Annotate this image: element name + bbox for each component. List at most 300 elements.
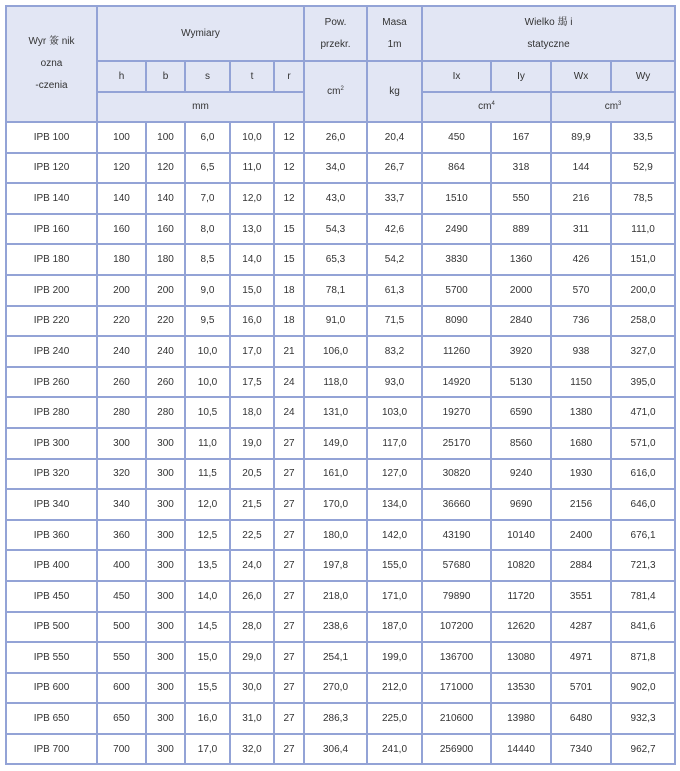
cell-t: 22,5 [230, 520, 274, 551]
cell-wx: 570 [551, 275, 611, 306]
cell-ix: 11260 [422, 336, 491, 367]
cell-s: 10,0 [185, 367, 230, 398]
cell-r: 24 [274, 397, 304, 428]
cell-ix: 1510 [422, 183, 491, 214]
header-col-ix: Ix [422, 61, 491, 92]
cell-h: 180 [97, 244, 146, 275]
cell-b: 300 [146, 428, 185, 459]
table-header [6, 6, 675, 122]
unit-inertia-base: cm [478, 101, 492, 112]
cell-r: 27 [274, 489, 304, 520]
cell-ix: 30820 [422, 459, 491, 490]
cell-designation: IPB 360 [6, 520, 97, 551]
designation-line-1: Wyr 簽 nik [28, 36, 75, 47]
cell-b: 300 [146, 642, 185, 673]
cell-designation: IPB 200 [6, 275, 97, 306]
cell-iy: 13530 [491, 673, 551, 704]
cell-b: 160 [146, 214, 185, 245]
cell-iy: 9240 [491, 459, 551, 490]
cell-s: 10,5 [185, 397, 230, 428]
designation-line-3: -czenia [35, 80, 68, 91]
cell-h: 650 [97, 703, 146, 734]
cell-r: 15 [274, 244, 304, 275]
cell-b: 300 [146, 612, 185, 643]
cell-b: 120 [146, 153, 185, 184]
table-row [6, 734, 675, 765]
cell-designation: IPB 600 [6, 673, 97, 704]
cell-designation: IPB 120 [6, 153, 97, 184]
cell-wy: 151,0 [611, 244, 675, 275]
mass-line-1: Masa [382, 16, 407, 28]
cell-designation: IPB 240 [6, 336, 97, 367]
unit-modulus-exp: 3 [618, 101, 622, 107]
cell-b: 220 [146, 306, 185, 337]
cell-iy: 1360 [491, 244, 551, 275]
cell-t: 21,5 [230, 489, 274, 520]
cell-ix: 3830 [422, 244, 491, 275]
cell-b: 140 [146, 183, 185, 214]
cell-designation: IPB 300 [6, 428, 97, 459]
header-unit-dimensions: mm [97, 92, 304, 122]
designation-line-2: ozna [40, 58, 63, 69]
cell-area: 34,0 [304, 153, 367, 184]
cell-b: 300 [146, 703, 185, 734]
table-row [6, 489, 675, 520]
table-row [6, 397, 675, 428]
cell-r: 27 [274, 581, 304, 612]
unit-modulus-base: cm [604, 101, 619, 112]
cell-b: 200 [146, 275, 185, 306]
cell-s: 12,0 [185, 489, 230, 520]
cell-s: 10,0 [185, 336, 230, 367]
cell-h: 280 [97, 397, 146, 428]
cell-r: 12 [274, 183, 304, 214]
cell-h: 450 [97, 581, 146, 612]
cell-designation: IPB 400 [6, 550, 97, 581]
cell-ix: 171000 [422, 673, 491, 704]
cell-r: 12 [274, 153, 304, 184]
cell-h: 320 [97, 459, 146, 490]
cell-t: 18,0 [230, 397, 274, 428]
cell-area: 106,0 [304, 336, 367, 367]
cell-iy: 2840 [491, 306, 551, 337]
cell-iy: 13980 [491, 703, 551, 734]
cell-iy: 318 [491, 153, 551, 184]
cell-designation: IPB 140 [6, 183, 97, 214]
cell-ix: 5700 [422, 275, 491, 306]
cell-designation: IPB 700 [6, 734, 97, 765]
cell-mass: 127,0 [367, 459, 422, 490]
static-line-1: Wielko 朅 i [524, 16, 573, 28]
cell-h: 340 [97, 489, 146, 520]
header-col-iy: Iy [491, 61, 551, 92]
cell-iy: 12620 [491, 612, 551, 643]
cell-designation: IPB 220 [6, 306, 97, 337]
cell-designation: IPB 280 [6, 397, 97, 428]
cell-wy: 78,5 [611, 183, 675, 214]
cell-mass: 171,0 [367, 581, 422, 612]
table-row [6, 459, 675, 490]
cell-wx: 1150 [551, 367, 611, 398]
cell-ix: 43190 [422, 520, 491, 551]
cell-b: 300 [146, 520, 185, 551]
table-row [6, 306, 675, 337]
cell-t: 11,0 [230, 153, 274, 184]
cell-t: 17,5 [230, 367, 274, 398]
cell-t: 14,0 [230, 244, 274, 275]
table-row [6, 275, 675, 306]
cell-wx: 1930 [551, 459, 611, 490]
cell-ix: 2490 [422, 214, 491, 245]
cell-mass: 155,0 [367, 550, 422, 581]
cell-s: 6,5 [185, 153, 230, 184]
cell-wx: 2156 [551, 489, 611, 520]
cell-mass: 134,0 [367, 489, 422, 520]
header-col-t: t [230, 61, 274, 92]
cell-b: 300 [146, 550, 185, 581]
table-row [6, 673, 675, 704]
cell-area: 170,0 [304, 489, 367, 520]
cell-t: 17,0 [230, 336, 274, 367]
cell-t: 10,0 [230, 122, 274, 153]
cell-b: 280 [146, 397, 185, 428]
cell-ix: 864 [422, 153, 491, 184]
cell-iy: 8560 [491, 428, 551, 459]
header-row-1 [6, 6, 675, 61]
cell-s: 15,5 [185, 673, 230, 704]
cell-s: 11,5 [185, 459, 230, 490]
cell-designation: IPB 100 [6, 122, 97, 153]
cell-iy: 889 [491, 214, 551, 245]
cell-iy: 14440 [491, 734, 551, 765]
cell-designation: IPB 180 [6, 244, 97, 275]
cell-s: 13,5 [185, 550, 230, 581]
cell-r: 27 [274, 520, 304, 551]
cell-wx: 144 [551, 153, 611, 184]
cell-wx: 938 [551, 336, 611, 367]
cell-area: 238,6 [304, 612, 367, 643]
cell-r: 18 [274, 306, 304, 337]
cell-s: 14,5 [185, 612, 230, 643]
cell-mass: 199,0 [367, 642, 422, 673]
cell-wy: 721,3 [611, 550, 675, 581]
cell-h: 550 [97, 642, 146, 673]
table-row [6, 612, 675, 643]
cell-wy: 781,4 [611, 581, 675, 612]
header-static-quantities [422, 6, 675, 61]
header-unit-mass: kg [367, 61, 422, 122]
cell-h: 120 [97, 153, 146, 184]
cell-r: 24 [274, 367, 304, 398]
cell-r: 27 [274, 428, 304, 459]
cell-r: 18 [274, 275, 304, 306]
cell-designation: IPB 500 [6, 612, 97, 643]
cell-area: 78,1 [304, 275, 367, 306]
cell-s: 14,0 [185, 581, 230, 612]
cell-wx: 4971 [551, 642, 611, 673]
header-designation [6, 6, 97, 122]
cell-area: 161,0 [304, 459, 367, 490]
cell-h: 160 [97, 214, 146, 245]
cell-wy: 33,5 [611, 122, 675, 153]
cell-iy: 13080 [491, 642, 551, 673]
cell-wx: 3551 [551, 581, 611, 612]
cell-wx: 4287 [551, 612, 611, 643]
unit-area-exp: 2 [340, 85, 344, 92]
cell-ix: 14920 [422, 367, 491, 398]
cell-h: 500 [97, 612, 146, 643]
cell-b: 300 [146, 734, 185, 765]
cell-wy: 841,6 [611, 612, 675, 643]
cell-t: 32,0 [230, 734, 274, 765]
cell-wy: 932,3 [611, 703, 675, 734]
cell-ix: 8090 [422, 306, 491, 337]
cell-area: 118,0 [304, 367, 367, 398]
cell-wy: 616,0 [611, 459, 675, 490]
cell-h: 360 [97, 520, 146, 551]
cell-wy: 571,0 [611, 428, 675, 459]
cell-iy: 10140 [491, 520, 551, 551]
cell-wx: 7340 [551, 734, 611, 765]
cell-area: 270,0 [304, 673, 367, 704]
cell-iy: 5130 [491, 367, 551, 398]
cell-b: 300 [146, 581, 185, 612]
cell-wy: 258,0 [611, 306, 675, 337]
cell-h: 220 [97, 306, 146, 337]
cell-ix: 107200 [422, 612, 491, 643]
cell-t: 29,0 [230, 642, 274, 673]
cell-area: 43,0 [304, 183, 367, 214]
cell-mass: 225,0 [367, 703, 422, 734]
cell-ix: 25170 [422, 428, 491, 459]
cell-area: 286,3 [304, 703, 367, 734]
cell-s: 11,0 [185, 428, 230, 459]
cell-wx: 5701 [551, 673, 611, 704]
cell-r: 27 [274, 703, 304, 734]
cell-b: 300 [146, 673, 185, 704]
cell-mass: 83,2 [367, 336, 422, 367]
cell-t: 16,0 [230, 306, 274, 337]
cell-mass: 26,7 [367, 153, 422, 184]
mass-line-2: 1m [387, 38, 402, 50]
cell-mass: 187,0 [367, 612, 422, 643]
cell-wx: 1680 [551, 428, 611, 459]
cell-s: 8,0 [185, 214, 230, 245]
table-row [6, 581, 675, 612]
cell-mass: 20,4 [367, 122, 422, 153]
header-dimensions: Wymiary [97, 6, 304, 61]
cell-mass: 241,0 [367, 734, 422, 765]
cell-s: 17,0 [185, 734, 230, 765]
cell-area: 65,3 [304, 244, 367, 275]
cell-wy: 962,7 [611, 734, 675, 765]
cell-wy: 52,9 [611, 153, 675, 184]
cell-t: 24,0 [230, 550, 274, 581]
cell-r: 27 [274, 612, 304, 643]
cell-iy: 10820 [491, 550, 551, 581]
table-row [6, 122, 675, 153]
cell-wy: 327,0 [611, 336, 675, 367]
cell-r: 12 [274, 122, 304, 153]
cell-t: 26,0 [230, 581, 274, 612]
area-line-1: Pow. [324, 16, 347, 28]
cell-ix: 210600 [422, 703, 491, 734]
ipb-profile-table [5, 5, 676, 765]
cell-b: 300 [146, 459, 185, 490]
cell-wx: 2400 [551, 520, 611, 551]
cell-designation: IPB 450 [6, 581, 97, 612]
cell-h: 100 [97, 122, 146, 153]
cell-r: 27 [274, 642, 304, 673]
cell-t: 19,0 [230, 428, 274, 459]
cell-wx: 216 [551, 183, 611, 214]
cell-r: 21 [274, 336, 304, 367]
cell-wy: 395,0 [611, 367, 675, 398]
ipb-profile-table-container [5, 5, 676, 765]
cell-area: 254,1 [304, 642, 367, 673]
cell-wy: 471,0 [611, 397, 675, 428]
cell-iy: 2000 [491, 275, 551, 306]
cell-mass: 42,6 [367, 214, 422, 245]
table-row [6, 642, 675, 673]
cell-r: 27 [274, 550, 304, 581]
cell-area: 306,4 [304, 734, 367, 765]
table-row [6, 367, 675, 398]
cell-b: 300 [146, 489, 185, 520]
cell-area: 54,3 [304, 214, 367, 245]
cell-h: 600 [97, 673, 146, 704]
cell-ix: 19270 [422, 397, 491, 428]
cell-designation: IPB 320 [6, 459, 97, 490]
cell-designation: IPB 340 [6, 489, 97, 520]
header-col-h: h [97, 61, 146, 92]
cell-s: 6,0 [185, 122, 230, 153]
cell-h: 400 [97, 550, 146, 581]
cell-r: 27 [274, 734, 304, 765]
cell-t: 12,0 [230, 183, 274, 214]
cell-area: 131,0 [304, 397, 367, 428]
cell-b: 100 [146, 122, 185, 153]
cell-area: 91,0 [304, 306, 367, 337]
cell-s: 9,0 [185, 275, 230, 306]
cell-mass: 212,0 [367, 673, 422, 704]
cell-iy: 9690 [491, 489, 551, 520]
cell-h: 140 [97, 183, 146, 214]
table-row [6, 520, 675, 551]
cell-wy: 200,0 [611, 275, 675, 306]
table-row [6, 550, 675, 581]
cell-designation: IPB 160 [6, 214, 97, 245]
cell-r: 15 [274, 214, 304, 245]
cell-r: 27 [274, 673, 304, 704]
cell-mass: 142,0 [367, 520, 422, 551]
cell-iy: 167 [491, 122, 551, 153]
cell-t: 30,0 [230, 673, 274, 704]
cell-t: 31,0 [230, 703, 274, 734]
cell-wx: 311 [551, 214, 611, 245]
table-row [6, 244, 675, 275]
cell-area: 218,0 [304, 581, 367, 612]
cell-wx: 2884 [551, 550, 611, 581]
cell-area: 149,0 [304, 428, 367, 459]
table-row [6, 428, 675, 459]
area-line-2: przekr. [320, 38, 351, 50]
cell-iy: 6590 [491, 397, 551, 428]
cell-designation: IPB 550 [6, 642, 97, 673]
cell-mass: 71,5 [367, 306, 422, 337]
cell-b: 260 [146, 367, 185, 398]
cell-wy: 902,0 [611, 673, 675, 704]
table-row [6, 703, 675, 734]
cell-ix: 136700 [422, 642, 491, 673]
cell-b: 180 [146, 244, 185, 275]
cell-ix: 36660 [422, 489, 491, 520]
cell-t: 13,0 [230, 214, 274, 245]
cell-area: 197,8 [304, 550, 367, 581]
cell-mass: 33,7 [367, 183, 422, 214]
header-unit-inertia [422, 92, 551, 122]
table-row [6, 214, 675, 245]
cell-ix: 79890 [422, 581, 491, 612]
header-col-r: r [274, 61, 304, 92]
cell-wy: 676,1 [611, 520, 675, 551]
static-line-2: statyczne [527, 38, 570, 50]
cell-s: 15,0 [185, 642, 230, 673]
cell-iy: 11720 [491, 581, 551, 612]
cell-t: 20,5 [230, 459, 274, 490]
cell-ix: 450 [422, 122, 491, 153]
cell-wx: 426 [551, 244, 611, 275]
unit-area-base: cm [327, 85, 341, 97]
cell-area: 180,0 [304, 520, 367, 551]
cell-h: 300 [97, 428, 146, 459]
cell-mass: 61,3 [367, 275, 422, 306]
cell-h: 700 [97, 734, 146, 765]
cell-iy: 3920 [491, 336, 551, 367]
unit-inertia-exp: 4 [491, 101, 495, 107]
header-col-wy: Wy [611, 61, 675, 92]
header-cross-section-area [304, 6, 367, 61]
header-row-2 [6, 61, 675, 92]
cell-ix: 57680 [422, 550, 491, 581]
cell-iy: 550 [491, 183, 551, 214]
header-unit-section-modulus [551, 92, 675, 122]
cell-t: 28,0 [230, 612, 274, 643]
table-row [6, 183, 675, 214]
cell-wy: 871,8 [611, 642, 675, 673]
cell-s: 16,0 [185, 703, 230, 734]
cell-area: 26,0 [304, 122, 367, 153]
header-unit-area [304, 61, 367, 122]
cell-mass: 103,0 [367, 397, 422, 428]
cell-wx: 736 [551, 306, 611, 337]
cell-h: 240 [97, 336, 146, 367]
header-col-b: b [146, 61, 185, 92]
cell-s: 7,0 [185, 183, 230, 214]
cell-designation: IPB 650 [6, 703, 97, 734]
cell-mass: 117,0 [367, 428, 422, 459]
header-col-wx: Wx [551, 61, 611, 92]
cell-t: 15,0 [230, 275, 274, 306]
cell-wx: 1380 [551, 397, 611, 428]
table-row [6, 336, 675, 367]
cell-designation: IPB 260 [6, 367, 97, 398]
cell-s: 9,5 [185, 306, 230, 337]
cell-wx: 6480 [551, 703, 611, 734]
cell-h: 260 [97, 367, 146, 398]
cell-b: 240 [146, 336, 185, 367]
cell-wy: 111,0 [611, 214, 675, 245]
